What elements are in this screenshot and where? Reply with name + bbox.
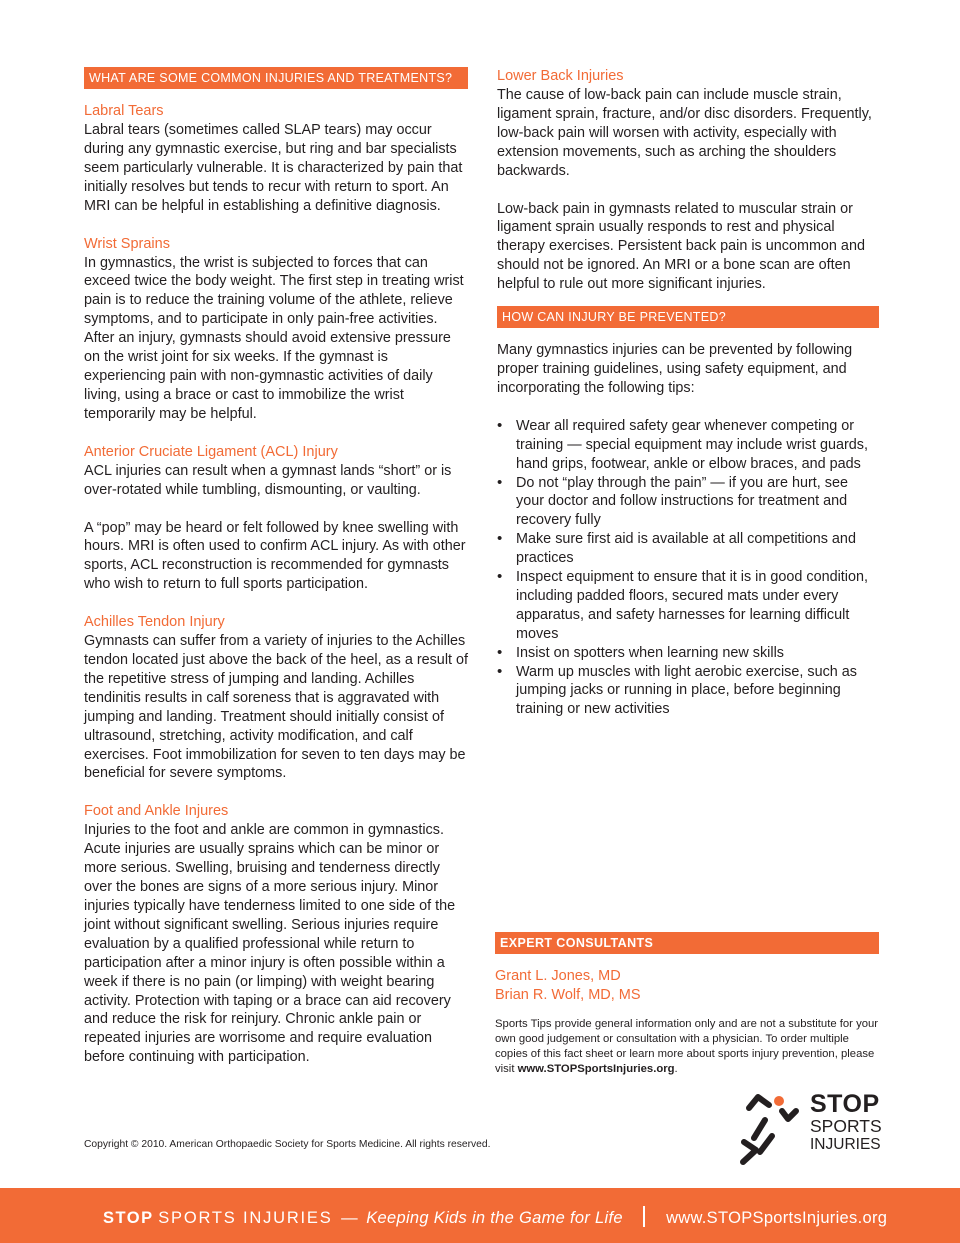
- disclaimer-link[interactable]: www.STOPSportsInjuries.org: [517, 1063, 675, 1075]
- left-column: [84, 67, 468, 1067]
- list-item: • Inspect equipment to ensure that it is in good condition, including padded floors, secured mats under every apparatus, and safety harnesses for learning difficult moves: [497, 568, 879, 644]
- achilles-injury-title: Achilles Tendon Injury: [84, 614, 225, 631]
- labral-tears-text: Labral tears (sometimes called SLAP tears) may occur during any gymnastic exercise, but ring and bar specialists seem particularly vulnerable. It is characterized by pain that initially resolves but tends to recur with return to sport. An MRI can be helpful in establishing a definitive diagnosis.: [84, 122, 463, 214]
- foot-ankle-title: Foot and Ankle Injures: [84, 803, 229, 820]
- logo-line-sports: SPORTS: [810, 1116, 882, 1136]
- lower-back-text-1: The cause of low-back pain can include muscle strain, ligament sprain, fracture, and/or disc disorders. Frequently, low-back pain will worsen with activity, especially with extension movements, such as arching the shoulders backwards.: [497, 87, 872, 179]
- consultants-heading: EXPERT CONSULTANTS: [495, 932, 879, 954]
- acl-injury-text-2: A “pop” may be heard or felt followed by knee swelling with hours. MRI is often used to confirm ACL injury. As with other sports, ACL reconstruction is recommended for gymnasts who wish to return to full sports participation.: [84, 519, 466, 593]
- wrist-sprains-text: In gymnastics, the wrist is subjected to forces that can exceed twice the body weight. The first step in treating wrist pain is to reduce the training volume of the athlete, relieve symptoms, and to participate in only pain-free activities. After an injury, gymnasts should avoid extensive pressure on the wrist joint for six weeks. If the gymnast is experiencing pain with non-gymnastic activities of daily living, using a brace or cast to immobilize the wrist temporarily may be helpful.: [84, 254, 464, 422]
- achilles-injury-text: Gymnasts can suffer from a variety of injuries to the Achilles tendon located just above the back of the heel, as a result of the repetitive stress of jumping and landing. Achilles tendinitis results in calf soreness that is aggravated with jumping and landing. Treatment should initially consist of ultrasound, stretching, activity modification, and calf exercises. Foot immobilization for seven to ten days may be beneficial for severe symptoms.: [84, 633, 469, 782]
- footer-divider: [643, 1206, 645, 1227]
- list-item: • Wear all required safety gear whenever competing or training — special equipment may include wrist guards, hand grips, footwear, ankle or elbow braces, and pads: [497, 417, 879, 474]
- footer-stop: STOP: [103, 1209, 154, 1227]
- right-column: [497, 67, 879, 719]
- disclaimer: [495, 1017, 879, 1077]
- footer-url-link[interactable]: www.STOPSportsInjuries.org: [666, 1209, 888, 1227]
- running-figure-icon: [736, 1088, 808, 1172]
- footer-bar: [0, 1188, 960, 1243]
- lower-back-title: Lower Back Injuries: [497, 68, 624, 84]
- lower-back-text-2: Low-back pain in gymnasts related to muscular strain or ligament sprain usually responds to rest and physical therapy exercises. Persistent back pain is uncommon and should not be ignored. An MRI or a bone scan are often helpful to rule out more significant injuries.: [497, 200, 865, 293]
- labral-tears-title: Labral Tears: [84, 103, 164, 119]
- common-injuries-heading: WHAT ARE SOME COMMON INJURIES AND TREATMENTS?: [84, 67, 468, 89]
- list-item: • Warm up muscles with light aerobic exercise, such as jumping jacks or running in place, before beginning training or new activities: [497, 663, 879, 720]
- acl-injury-title: Anterior Cruciate Ligament (ACL) Injury: [84, 443, 338, 460]
- foot-ankle-text: Injuries to the foot and ankle are common in gymnastics. Acute injuries are usually sprains which can be minor or more serious. Swelling, bruising and tenderness directly over the bones are signs of a more serious injury. Minor injuries typically have tenderness limited to one side of the joint without significant swelling. Serious injuries require evaluation by a qualified professional while return to participation after a minor injury is often possible within a week if there is no pain (or limping) with weight bearing activity. Protection with taping or a brace can aid recovery and reduce the risk for reinjury. Chronic ankle pain or repeated injuries are worrisome and require evaluation before continuing with participation.: [84, 822, 456, 1066]
- stop-sports-injuries-logo: [736, 1088, 886, 1172]
- consultant-name: Grant L. Jones, MD: [495, 968, 621, 984]
- prevention-heading: HOW CAN INJURY BE PREVENTED?: [497, 306, 879, 328]
- consultant-name: Brian R. Wolf, MD, MS: [495, 987, 641, 1003]
- logo-line-injuries: INJURIES: [810, 1135, 881, 1153]
- copyright: Copyright © 2010. American Orthopaedic Society for Sports Medicine. All rights reserved.: [84, 1139, 491, 1150]
- list-item: • Do not “play through the pain” — if you are hurt, see your doctor and follow instructions for treatment and recovery fully: [497, 474, 879, 531]
- footer-sports-injuries: SPORTS INJURIES: [158, 1209, 333, 1227]
- logo-line-stop: STOP: [810, 1090, 880, 1118]
- disclaimer-text: Sports Tips provide general information only and are not a substitute for your own good judgement or consultation with a physician. To order multiple copies of this fact sheet or learn more about sports injury prevention, please visit: [495, 1018, 879, 1075]
- list-item: • Make sure first aid is available at all competitions and practices: [497, 530, 879, 568]
- footer-dash: —: [341, 1209, 358, 1227]
- list-item: • Insist on spotters when learning new skills: [497, 644, 879, 663]
- prevention-tips-list: [497, 417, 879, 720]
- wrist-sprains-title: Wrist Sprains: [84, 235, 170, 252]
- disclaimer-end: .: [674, 1063, 678, 1075]
- runner-head: [774, 1096, 784, 1106]
- prevention-intro: Many gymnastics injuries can be prevented by following proper training guidelines, using safety equipment, and incorporating the following tips:: [497, 342, 853, 396]
- acl-injury-text-1: ACL injuries can result when a gymnast lands “short” or is over-rotated while tumbling, dismounting, or vaulting.: [84, 462, 452, 498]
- footer-content: [103, 1206, 887, 1228]
- footer-tagline: Keeping Kids in the Game for Life: [366, 1209, 623, 1227]
- consultants-block: [495, 932, 879, 1088]
- logo-wordmark: [810, 1092, 882, 1152]
